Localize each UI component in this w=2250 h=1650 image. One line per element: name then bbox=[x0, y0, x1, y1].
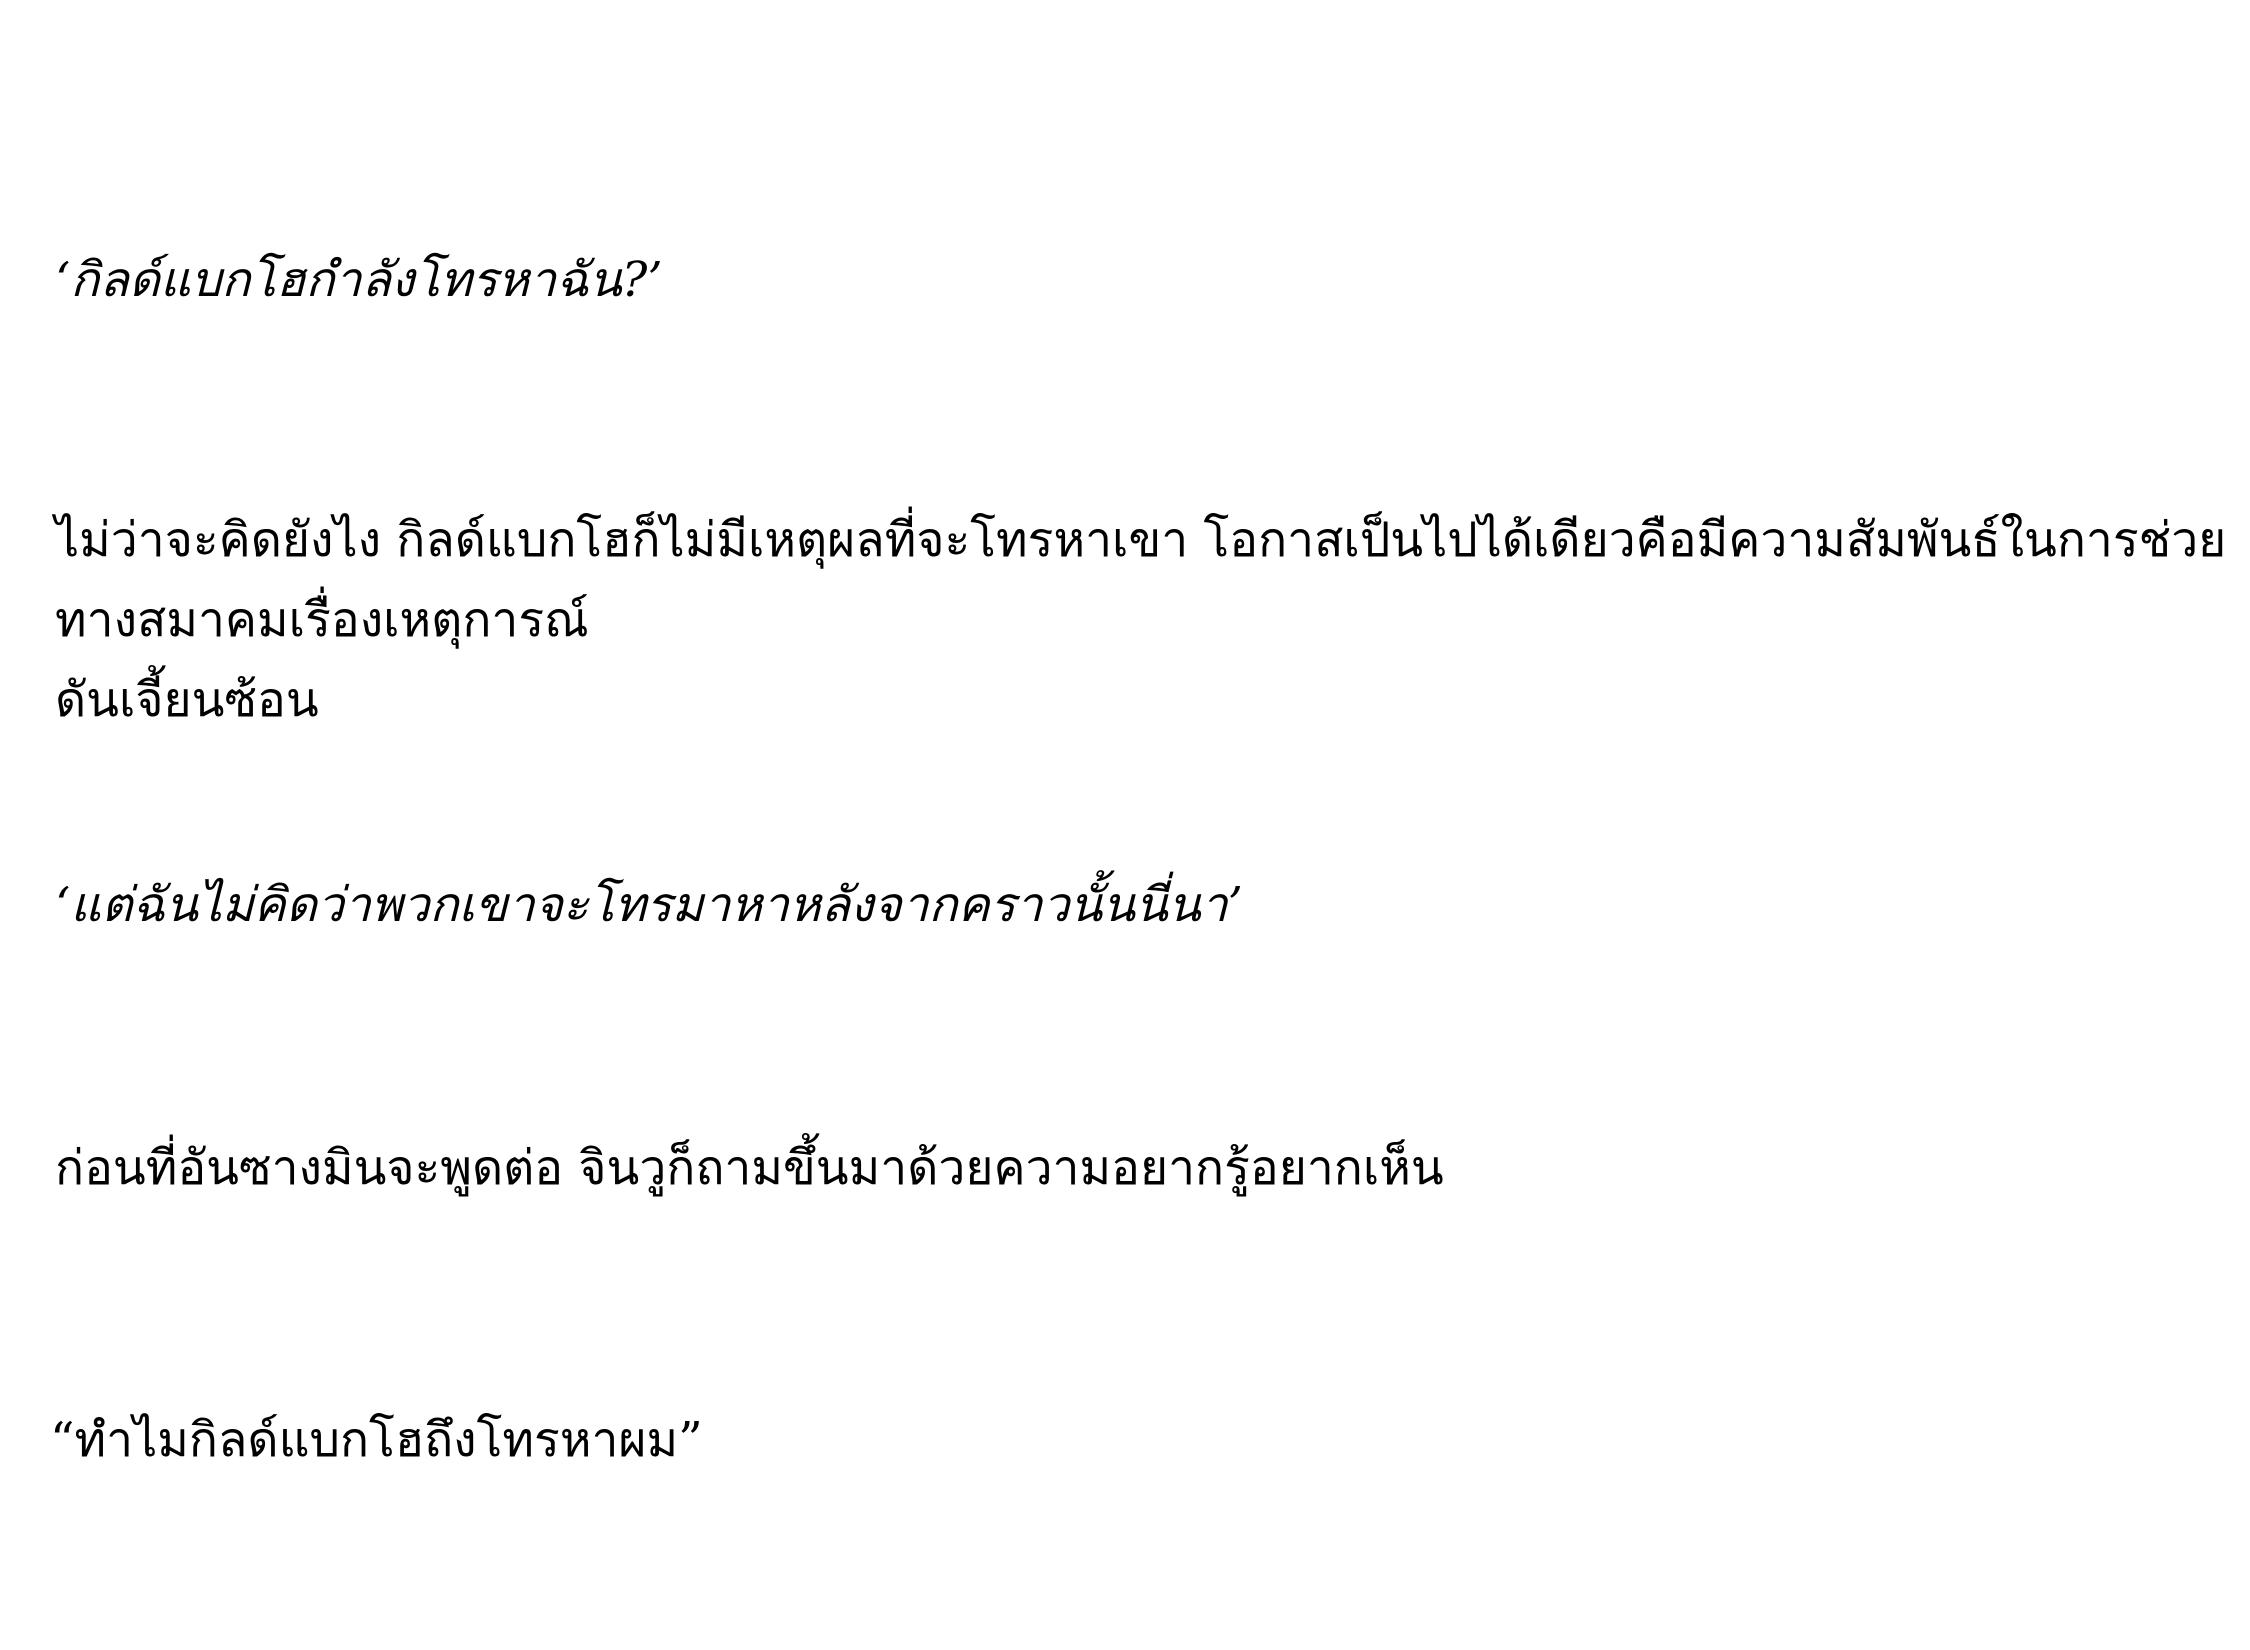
text-line: ‘กิลด์แบกโฮกำลังโทรหาฉัน?’ bbox=[55, 252, 663, 308]
text-line: ก่อนที่อันซางมินจะพูดต่อ จินวูก็ถามขึ้นมาด้วยความอยากรู้อยากเห็น bbox=[55, 1140, 1444, 1196]
text-line: ไม่ว่าจะคิดยังไง กิลด์แบกโฮก็ไม่มีเหตุผลที่จะโทรหาเขา โอกาสเป็นไปได้เดียวคือมีความสัมพันธ์ในการช่วยทางสมาคมเรื่องเหตุการณ์ bbox=[55, 512, 2227, 648]
paragraph-narration-2 bbox=[55, 1128, 2240, 1208]
paragraph-dialogue-1 bbox=[50, 1400, 2240, 1480]
text-line: “ทำไมกิลด์แบกโฮถึงโทรหาผม” bbox=[50, 1412, 703, 1468]
paragraph-narration-1 bbox=[55, 500, 2240, 740]
text-line: ‘แต่ฉันไม่คิดว่าพวกเขาจะโทรมาหาหลังจากคราวนั้นนี่นา’ bbox=[55, 877, 1243, 933]
paragraph-inner-thought-2 bbox=[55, 865, 2240, 945]
paragraph-inner-thought-1 bbox=[55, 240, 2240, 320]
text-line: ดันเจี้ยนซ้อน bbox=[55, 672, 319, 728]
